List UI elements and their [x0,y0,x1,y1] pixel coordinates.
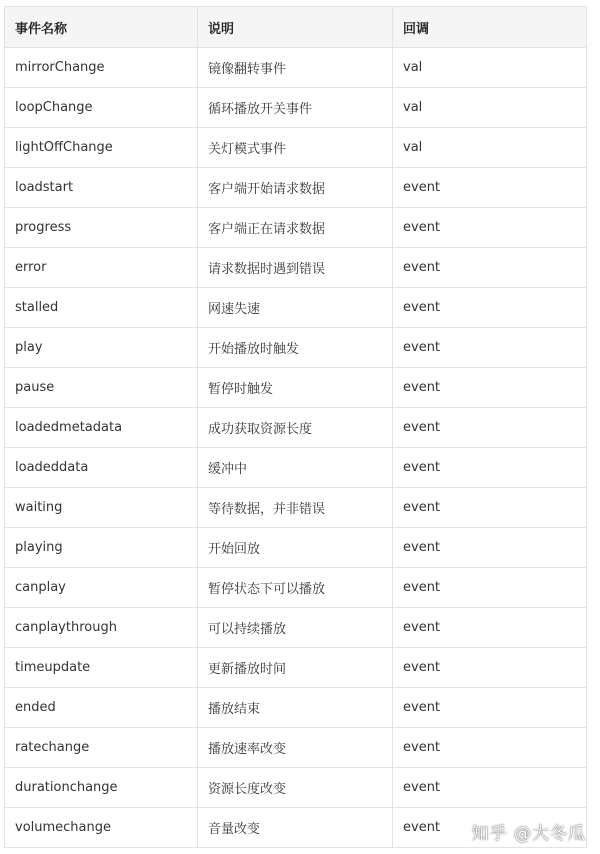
cell-description: 开始播放时触发 [198,328,393,368]
cell-event-name: progress [5,208,198,248]
table-row [5,128,587,168]
cell-event-name: loadeddata [5,448,198,488]
events-table-container [4,6,586,848]
cell-callback: event [393,408,587,448]
cell-event-name: ended [5,688,198,728]
cell-callback: event [393,528,587,568]
cell-description: 请求数据时遇到错误 [198,248,393,288]
cell-event-name: error [5,248,198,288]
cell-callback: event [393,648,587,688]
header-callback: 回调 [393,7,587,48]
cell-description: 音量改变 [198,808,393,848]
cell-callback: val [393,48,587,88]
cell-callback: event [393,488,587,528]
table-row [5,408,587,448]
cell-event-name: waiting [5,488,198,528]
cell-description: 客户端开始请求数据 [198,168,393,208]
table-row [5,248,587,288]
table-row [5,768,587,808]
table-row [5,88,587,128]
cell-callback: event [393,808,587,848]
table-row [5,568,587,608]
table-row [5,328,587,368]
cell-description: 可以持续播放 [198,608,393,648]
cell-description: 播放结束 [198,688,393,728]
table-row [5,448,587,488]
cell-callback: event [393,168,587,208]
cell-event-name: volumechange [5,808,198,848]
table-row [5,168,587,208]
cell-callback: event [393,688,587,728]
cell-callback: event [393,328,587,368]
table-row [5,528,587,568]
cell-callback: val [393,88,587,128]
cell-callback: event [393,448,587,488]
cell-description: 更新播放时间 [198,648,393,688]
cell-callback: event [393,728,587,768]
watermark: 知乎 @大冬瓜 [471,824,586,844]
cell-description: 暂停时触发 [198,368,393,408]
table-row [5,648,587,688]
cell-description: 等待数据，并非错误 [198,488,393,528]
cell-event-name: loadstart [5,168,198,208]
cell-event-name: durationchange [5,768,198,808]
cell-event-name: loopChange [5,88,198,128]
cell-callback: event [393,568,587,608]
cell-event-name: timeupdate [5,648,198,688]
cell-description: 成功获取资源长度 [198,408,393,448]
table-header-row [5,7,587,48]
cell-callback: event [393,288,587,328]
events-table [4,6,587,848]
table-body [5,48,587,848]
cell-event-name: loadedmetadata [5,408,198,448]
cell-callback: event [393,248,587,288]
cell-event-name: ratechange [5,728,198,768]
cell-event-name: canplaythrough [5,608,198,648]
cell-callback: event [393,768,587,808]
cell-event-name: lightOffChange [5,128,198,168]
cell-description: 镜像翻转事件 [198,48,393,88]
table-row [5,488,587,528]
cell-callback: event [393,208,587,248]
cell-description: 关灯模式事件 [198,128,393,168]
table-row [5,688,587,728]
cell-event-name: canplay [5,568,198,608]
table-row [5,608,587,648]
cell-description: 网速失速 [198,288,393,328]
cell-event-name: pause [5,368,198,408]
cell-callback: val [393,128,587,168]
cell-description: 暂停状态下可以播放 [198,568,393,608]
cell-description: 循环播放开关事件 [198,88,393,128]
table-row [5,208,587,248]
cell-callback: event [393,368,587,408]
cell-callback: event [393,608,587,648]
cell-description: 播放速率改变 [198,728,393,768]
table-row [5,728,587,768]
cell-event-name: playing [5,528,198,568]
table-row [5,288,587,328]
table-row [5,48,587,88]
header-description: 说明 [198,7,393,48]
table-row [5,368,587,408]
cell-event-name: play [5,328,198,368]
cell-description: 缓冲中 [198,448,393,488]
cell-event-name: stalled [5,288,198,328]
cell-description: 客户端正在请求数据 [198,208,393,248]
cell-event-name: mirrorChange [5,48,198,88]
header-event-name: 事件名称 [5,7,198,48]
cell-description: 资源长度改变 [198,768,393,808]
cell-description: 开始回放 [198,528,393,568]
